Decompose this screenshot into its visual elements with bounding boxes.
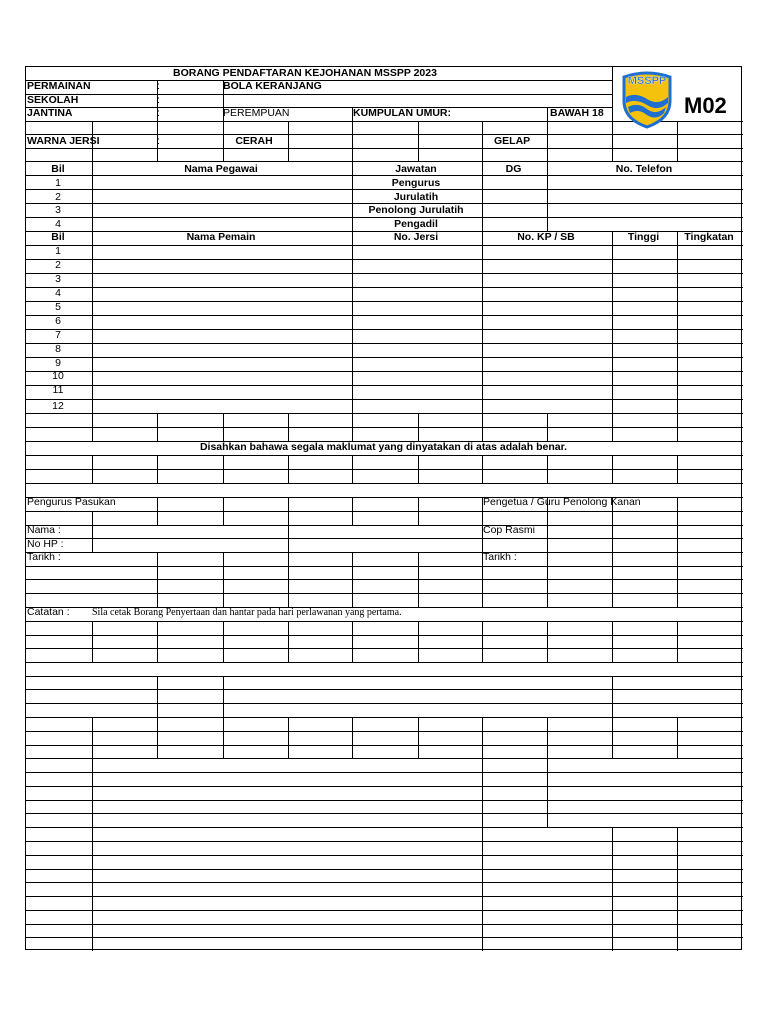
grid-line [26,689,743,690]
grid-line [26,329,743,330]
grid-line [92,758,93,827]
players-header-nama: Nama Pemain [186,231,256,243]
grid-line [157,497,158,511]
grid-line [677,717,678,758]
grid-line [26,786,743,787]
grid-line [26,910,743,911]
colon: : [157,80,160,92]
grid-line [352,621,353,662]
grid-line [26,301,743,302]
grid-line [26,869,743,870]
grid-line [157,676,158,717]
player-bil: 6 [55,315,61,327]
grid-line [482,413,483,441]
official-jawatan: Pengadil [394,218,438,230]
player-bil: 12 [52,400,64,412]
player-bil: 3 [55,273,61,285]
grid-line [677,511,678,525]
grid-line [26,245,743,246]
grid-line [482,121,483,161]
grid-line [547,121,548,161]
grid-line [92,827,93,951]
grid-line [26,648,743,649]
grid-line [352,497,353,511]
colon: : [157,107,160,119]
grid-line [26,121,612,122]
cop-rasmi-label: Cop Rasmi [483,524,535,536]
jantina-value[interactable]: PEREMPUAN [223,107,290,119]
grid-line [157,621,158,662]
official-bil: 1 [55,177,61,189]
player-bil: 11 [52,384,64,396]
grid-line [612,621,613,662]
players-header-jersi: No. Jersi [393,231,439,243]
grid-line [482,758,483,827]
grid-line [26,841,743,842]
officials-header-telefon: No. Telefon [615,163,673,175]
grid-line [26,924,743,925]
grid-line [547,107,548,121]
officials-header-jawatan: Jawatan [395,163,437,175]
players-header-bil: Bil [51,231,65,243]
grid-line [418,552,419,607]
permainan-value[interactable]: BOLA KERANJANG [223,80,322,92]
kumpulan-umur-value[interactable]: BAWAH 18 [550,107,604,119]
sekolah-label: SEKOLAH [27,94,79,106]
official-bil: 4 [55,218,61,230]
form-code: M02 [684,93,727,118]
grid-line [26,579,743,580]
grid-line [352,231,353,413]
grid-line [612,676,613,717]
grid-line [288,717,289,758]
catatan-label: Catatan : [27,606,70,618]
grid-line [288,511,289,525]
grid-line [612,455,613,483]
form-title: BORANG PENDAFTARAN KEJOHANAN MSSPP 2023 [173,67,437,79]
player-bil: 4 [55,287,61,299]
grid-line [26,813,743,814]
grid-line [547,413,548,441]
grid-line [418,511,419,525]
grid-line [157,552,158,607]
catatan-text: Sila cetak Borang Penyertaan dan hantar pada hari perlawanan yang pertama. [92,607,402,618]
official-jawatan: Penolong Jurulatih [368,204,464,216]
svg-text:MSSPP: MSSPP [627,75,667,87]
grid-line [418,621,419,662]
kumpulan-umur-label: KUMPULAN UMUR: [353,107,451,119]
grid-line [26,882,743,883]
grid-line [677,455,678,483]
grid-line [92,413,93,441]
grid-line [92,621,93,662]
grid-line [352,121,353,161]
grid-line [223,676,224,717]
player-bil: 7 [55,329,61,341]
cerah-label: CERAH [235,135,273,147]
grid-line [482,827,483,951]
grid-line [288,525,289,552]
officials-header-nama: Nama Pegawai [184,163,258,175]
player-bil: 1 [55,245,61,257]
gelap-label: GELAP [494,135,531,147]
grid-line [223,497,224,511]
grid-line [418,455,419,483]
grid-line [26,676,743,677]
grid-line [352,455,353,483]
grid-line [26,896,743,897]
grid-line [482,455,483,483]
grid-line [26,189,743,190]
grid-line [26,703,743,704]
grid-line [418,121,419,161]
grid-line [26,593,743,594]
grid-line [26,399,743,400]
grid-line [26,635,743,636]
grid-line [26,855,743,856]
grid-line [482,717,483,758]
grid-line [157,455,158,483]
grid-line [288,413,289,441]
player-bil: 9 [55,357,61,369]
grid-line [26,566,743,567]
players-header-tingkatan: Tingkatan [684,231,734,243]
grid-line [288,552,289,607]
grid-line [547,511,548,525]
grid-line [26,731,743,732]
nohp-label: No HP : [27,538,64,550]
grid-line [547,455,548,483]
grid-line [352,413,353,441]
grid-line [288,121,289,161]
grid-line [677,497,678,511]
player-bil: 8 [55,343,61,355]
official-bil: 3 [55,204,61,216]
grid-line [677,552,678,607]
grid-line [26,175,743,176]
grid-line [92,455,93,483]
officials-header-dg: DG [505,163,522,175]
officials-header-bil: Bil [51,163,65,175]
grid-line [288,455,289,483]
grid-line [352,552,353,607]
grid-line [288,621,289,662]
grid-line [418,413,419,441]
nama-label: Nama : [27,524,61,536]
grid-line [26,483,743,484]
grid-line [547,717,548,758]
grid-line [547,758,548,827]
grid-line [26,107,612,108]
grid-line [157,413,158,441]
grid-line [26,937,743,938]
grid-line [677,413,678,441]
grid-line [352,717,353,758]
grid-line [482,231,483,413]
grid-line [547,621,548,662]
grid-line [26,538,743,539]
grid-line [26,161,743,162]
grid-line [547,552,548,607]
grid-line [92,525,93,552]
grid-line [223,413,224,441]
warna-jersi-label: WARNA JERSI [27,135,100,147]
tarikh-label: Tarikh : [27,551,61,563]
grid-line [547,525,548,552]
grid-line [26,800,743,801]
pengurus-label: Pengurus Pasukan [27,496,116,508]
grid-line [26,343,743,344]
grid-line [26,717,743,718]
declaration-text: Disahkan bahawa segala maklumat yang dinyatakan di atas adalah benar. [199,441,568,453]
player-bil: 2 [55,259,61,271]
grid-line [26,469,743,470]
msspp-logo [616,67,678,129]
official-jawatan: Pengurus [391,177,441,189]
grid-line [612,525,613,552]
grid-line [26,525,743,526]
grid-line [26,772,743,773]
colon: : [157,135,160,147]
grid-line [157,717,158,758]
grid-line [26,148,612,149]
grid-line [612,552,613,607]
grid-line [26,455,743,456]
grid-line [92,717,93,758]
grid-line [26,662,743,663]
official-bil: 2 [55,191,61,203]
colon: : [157,94,160,106]
grid-line [26,827,743,828]
grid-line [223,511,224,525]
grid-line [92,511,93,525]
grid-line [612,413,613,441]
grid-line [223,552,224,607]
player-bil: 5 [55,301,61,313]
grid-line [612,231,613,413]
grid-line [482,511,483,525]
pengetua-label: Pengetua / Guru Penolong Kanan [483,496,641,508]
grid-line [677,827,678,951]
grid-line [26,357,743,358]
grid-line [26,385,743,386]
grid-line [482,621,483,662]
grid-line [26,315,743,316]
grid-line [26,427,743,428]
grid-line [352,511,353,525]
grid-line [92,231,93,413]
grid-line [612,511,613,525]
grid-line [26,621,743,622]
grid-line [26,287,743,288]
grid-line [26,371,743,372]
grid-line [612,827,613,951]
grid-line [223,455,224,483]
grid-line [418,717,419,758]
grid-line [677,231,678,413]
grid-line [612,67,613,161]
grid-line [223,621,224,662]
player-bil: 10 [52,370,64,382]
grid-line [223,717,224,758]
players-header-kp: No. KP / SB [517,231,575,243]
grid-line [288,497,289,511]
grid-line [26,511,743,512]
grid-line [26,259,743,260]
grid-line [677,621,678,662]
grid-line [26,94,612,95]
official-jawatan: Jurulatih [393,191,439,203]
jantina-label: JANTINA [27,107,73,119]
tarikh-pengetua-label: Tarikh : [483,551,517,563]
grid-line [26,758,743,759]
grid-line [418,497,419,511]
grid-line [157,511,158,525]
grid-line [612,717,613,758]
grid-line [26,552,743,553]
grid-line [26,413,743,414]
players-header-tinggi: Tinggi [627,231,660,243]
permainan-label: PERMAINAN [27,80,91,92]
grid-line [26,273,743,274]
grid-line [677,525,678,552]
grid-line [26,745,743,746]
